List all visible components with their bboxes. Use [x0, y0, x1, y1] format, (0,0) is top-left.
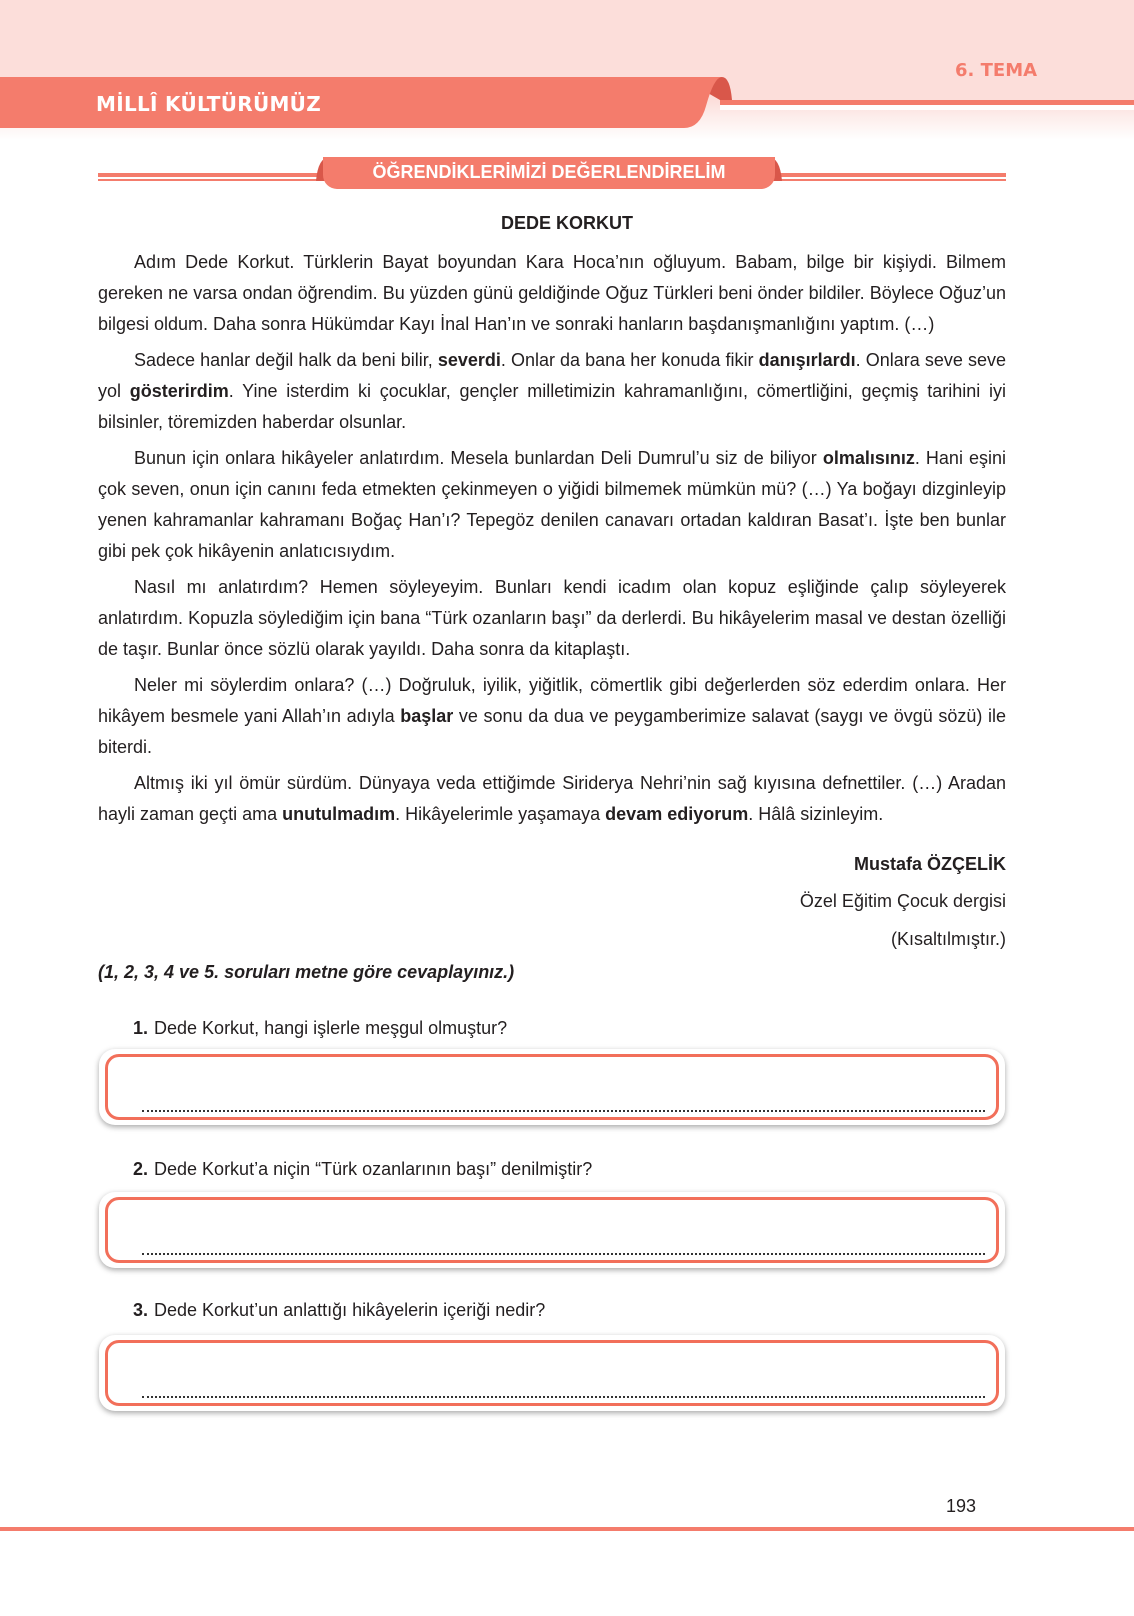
- story-text: Bunun için onlara hikâyeler anlatırdım. Mesela bunlardan Deli Dumrul’u siz de biliyor: [134, 448, 823, 468]
- story-author: Mustafa ÖZÇELİK: [853, 854, 1006, 874]
- answer-box-2[interactable]: [99, 1192, 1005, 1268]
- story-paragraph: [98, 670, 1006, 763]
- story-text: Adım Dede Korkut. Türklerin Bayat boyundan Kara Hoca’nın oğluyum. Babam, bilge bir kişiydi. Bilmem gereken ne varsa ondan öğrendim. Bu yüzden günü geldiğinde Oğuz Türkleri beni önder bildiler. Böylece Oğuz’un bilgesi oldum. Daha sonra Hükümdar Kayı İnal Han’ın ve sonraki hanların başdanışmanlığını yaptım. (…): [98, 252, 1006, 334]
- header-rule: [720, 100, 1134, 110]
- emphasized-word: başlar: [400, 706, 454, 726]
- story-text: ve sonu da dua ve peygamberimize salavat (saygı ve övgü sözü) ile biterdi.: [98, 706, 1006, 757]
- emphasized-word: danışırlardı: [758, 350, 856, 370]
- question-number: 3.: [133, 1300, 149, 1320]
- section-rule-left-thin: [98, 179, 330, 181]
- emphasized-word: severdi: [437, 350, 501, 370]
- section-rule-left: [98, 173, 330, 177]
- story-text: Nasıl mı anlatırdım? Hemen söyleyeyim. Bunları kendi icadım olan kopuz eşliğinde çalıp söyleyerek anlatırdım. Kopuzla söylediğim için bana “Türk ozanların başı” da derlerdi. Bu hikâyelerim masal ve destan özelliği de taşır. Bunlar önce sözlü olarak yayıldı. Daha sonra da kitaplaştı.: [98, 577, 1006, 659]
- answer-line[interactable]: [142, 1110, 985, 1112]
- question-text: Dede Korkut’a niçin “Türk ozanlarının başı” denilmiştir?: [154, 1159, 593, 1179]
- answer-box-1[interactable]: [99, 1049, 1005, 1125]
- section-rule-right-thin: [770, 179, 1006, 181]
- question-text: Dede Korkut’un anlattığı hikâyelerin içeriği nedir?: [154, 1300, 546, 1320]
- answer-line[interactable]: [142, 1396, 985, 1398]
- theme-number: 6. TEMA: [955, 60, 1038, 81]
- story-text: Sadece hanlar değil halk da beni bilir,: [134, 350, 438, 370]
- question-text: Dede Korkut, hangi işlerle meşgul olmuştur?: [154, 1018, 508, 1038]
- emphasized-word: unutulmadım: [282, 804, 396, 824]
- story-text: . Hani eşini çok seven, onun için canını feda etmekten çekinmeyen o yiğidi bilmemek mümkün mü? (…) Ya boğayı dizginleyip yenen kahramanlar kahramanı Boğaç Han’ı? Tepegöz denilen canavarı ortadan kaldıran Basat’ı. İşte ben bunlar gibi pek çok hikâyenin anlatıcısıydım.: [98, 448, 1007, 561]
- question-number: 1.: [133, 1018, 149, 1038]
- story-body: [98, 247, 1006, 835]
- answer-line[interactable]: [142, 1253, 985, 1255]
- question-number: 2.: [133, 1159, 149, 1179]
- question-3: [133, 1300, 545, 1321]
- section-rule-right: [770, 173, 1006, 177]
- story-paragraph: [98, 247, 1006, 340]
- question-2: [133, 1159, 592, 1180]
- story-text: . Hâlâ sizinleyim.: [748, 804, 884, 824]
- footer-rule: [0, 1527, 1134, 1531]
- story-text: . Onlara seve seve yol: [98, 350, 1006, 401]
- story-paragraph: [98, 443, 1006, 567]
- answer-box-3[interactable]: [99, 1335, 1005, 1411]
- story-text: . Onlar da bana her konuda fikir: [500, 350, 759, 370]
- story-paragraph: [98, 768, 1006, 830]
- emphasized-word: olmalısınız: [822, 448, 915, 468]
- question-1: [133, 1018, 507, 1039]
- page-number: 193: [946, 1496, 977, 1516]
- story-paragraph: [98, 572, 1006, 665]
- story-abridged-note: (Kısaltılmıştır.): [890, 929, 1006, 949]
- story-text: Altmış iki yıl ömür sürdüm. Dünyaya veda ettiğimde Siriderya Nehri’nin sağ kıyısına defnettiler. (…) Aradan hayli zaman geçti ama: [98, 773, 1006, 824]
- story-source: Özel Eğitim Çocuk dergisi: [799, 891, 1006, 911]
- ribbon-fold-icon: [660, 76, 740, 130]
- questions-instruction: (1, 2, 3, 4 ve 5. soruları metne göre cevaplayınız.): [98, 962, 515, 982]
- theme-title: MİLLÎ KÜLTÜRÜMÜZ: [96, 92, 322, 116]
- story-title: DEDE KORKUT: [500, 213, 633, 233]
- story-paragraph: [98, 345, 1006, 438]
- emphasized-word: devam ediyorum: [605, 804, 749, 824]
- emphasized-word: gösterirdim: [129, 381, 229, 401]
- section-title: ÖĞRENDİKLERİMİZİ DEĞERLENDİRELİM: [372, 162, 726, 182]
- story-text: . Hikâyelerimle yaşamaya: [395, 804, 606, 824]
- story-text: Neler mi söylerdim onlara? (…) Doğruluk, iyilik, yiğitlik, cömertlik gibi değerlerden söz ederdim onlara. Her hikâyem besmele yani Allah’ın adıyla: [98, 675, 1006, 726]
- story-text: . Yine isterdim ki çocuklar, gençler milletimizin kahramanlığını, cömertliğini, geçmiş tarihini iyi bilsinler, töremizden haberdar olsunlar.: [98, 381, 1007, 432]
